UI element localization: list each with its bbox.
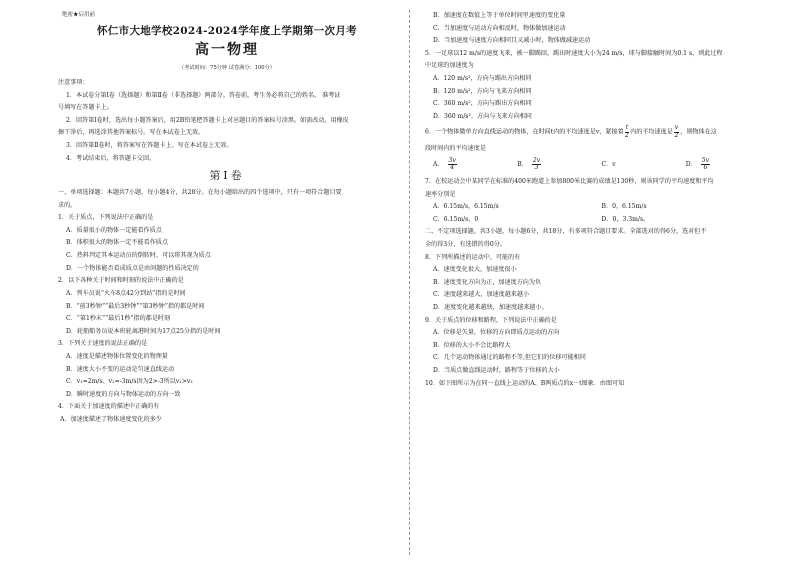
section-heading: 第Ⅰ卷: [209, 169, 245, 183]
question-stem: 3．下列关于速度的说法正确的是: [58, 340, 148, 348]
option-c: C．6.15m/s，0: [433, 215, 479, 223]
option-b: B．速度大小不变的运动是匀速直线运动: [66, 365, 175, 373]
option-c: C．v₁=2m/s、v₂=-3m/s因为2>-3所以v₁>v₂: [66, 378, 193, 386]
question-stem: 4．下面关于加速度的描述中正确的有: [58, 403, 160, 411]
question-stem: 7．在校运动会中某同学在标准的400米跑道上参加800米比赛的成绩是130秒，则该同学的平均速度和平均: [425, 177, 714, 185]
option-a: A．位移是矢量，位移的方向即质点运动的方向: [433, 329, 560, 337]
option-d: D．360 m/s²，方向与飞来方向相同: [433, 112, 532, 120]
fraction-numerator: 2v: [532, 156, 541, 164]
note-line: 1．本试卷分第Ⅰ卷（选择题）和第Ⅱ卷（非选择题）两部分。答卷前，考生务必将自己的姓名、 准考证: [66, 91, 341, 99]
section-instructions: 求的。: [58, 201, 77, 209]
fraction: [625, 125, 629, 139]
question-stem: [425, 125, 770, 139]
fraction-numerator: v: [674, 124, 679, 132]
fraction-denominator: 4: [450, 164, 455, 172]
question-stem: 1．关于质点，下列说法中正确的是: [58, 214, 154, 222]
option-d: D．瞬时速度的方向与物体运动的方向一致: [66, 390, 181, 398]
fraction: [674, 125, 679, 139]
option-a: A．速度变化很大，加速度很小: [433, 266, 517, 274]
option-a: [433, 158, 517, 172]
options-row: [425, 158, 770, 172]
question-2: [58, 277, 396, 335]
right-column: [425, 12, 770, 392]
question-6: [425, 125, 770, 171]
question-stem-cont: 中足球的加速度为: [425, 62, 474, 70]
option-b: B．120 m/s²，方向与飞来方向相同: [433, 87, 532, 95]
question-10: [425, 380, 770, 388]
option-label: D．: [685, 160, 697, 168]
option-c: C．几个运动物体通过的路程不等,但它们的位移可能相同: [433, 354, 586, 362]
section-instructions: 二、不定项选择题。共3小题，每小题6分，共18分，有多项符合题目要求。全部选对的得6分，选对但不: [425, 228, 707, 236]
column-divider: [409, 10, 410, 555]
option-a: A．6.15m/s，6.15m/s: [433, 203, 499, 211]
option-d: D．当加速度与速度方向相同且又减小时，物体做减速运动: [433, 37, 591, 45]
option-c: C．“第1秒末”“最后1秒”指的都是时刻: [66, 315, 171, 323]
question-9: [425, 317, 770, 375]
fraction-numerator: 3v: [448, 156, 456, 164]
fraction-numerator: 5v: [701, 156, 710, 164]
note-line: 擦干净后，再选涂其他答案标号。写在本试卷上无效。: [58, 129, 205, 137]
options-row: [425, 203, 770, 211]
option-a: A．质量很小的物体一定能看作质点: [66, 226, 162, 234]
option-text: C．v: [601, 160, 616, 168]
option-a: A．列车员说“火车8点42分到站”指的是时间: [66, 289, 186, 297]
question-stem: 8．下列所描述的运动中，可能的有: [425, 253, 521, 261]
fraction: [532, 158, 541, 172]
stem-part: 内的平均速度是: [630, 129, 673, 137]
option-c: C．当加速度与运动方向相反时，物体做加速运动: [433, 24, 566, 32]
option-c: C．热料判定其本运动员的倒转时，可以将其视为质点: [66, 252, 211, 260]
option-d: D．一个物体能否看成质点是由问题的性质决定的: [66, 264, 199, 272]
option-c: C．360 m/s²，方向与踢出方向相同: [433, 100, 532, 108]
option-d: D．当质点做直线运动时，路程等于位移的大小: [433, 367, 560, 375]
option-d: D．0，3.3m/s。: [601, 215, 650, 223]
option-b: B．加速度在数值上等于单位时间里速度的变化量: [433, 12, 566, 19]
option-b: B．位移的大小不会比路程大: [433, 341, 511, 349]
exam-title: 怀仁市大地学校2024-2024学年度上学期第一次月考: [97, 24, 357, 37]
option-d: [686, 158, 770, 172]
fraction: [701, 158, 710, 172]
stem-part: 6．一个物体做单方向直线运动的物体，在时间t内的平均速度是v，紧接着: [425, 129, 624, 137]
question-stem-cont: 速率分别是: [425, 190, 456, 198]
option-label: A．: [433, 160, 444, 168]
note-line: 3．回答第Ⅱ卷时，将答案写在答题卡上。写在本试卷上无效。: [66, 142, 233, 150]
question-stem: 2．以下各种关于时间和时刻的说法中正确的是: [58, 277, 184, 285]
question-1: [58, 214, 396, 272]
fraction-denominator: 6: [703, 164, 708, 172]
option-b: B．“前3秒钟”“最后3秒钟”“第3秒钟”指的都是时间: [66, 302, 205, 310]
question-stem-cont: 段时间内的平均速度是: [425, 144, 486, 152]
fraction: [448, 158, 457, 172]
section-instructions: 全的得3分，有选错的得0分。: [425, 240, 506, 248]
option-b: B．0，6.15m/s: [601, 203, 647, 211]
fraction-denominator: 2: [674, 132, 679, 140]
option-b: [517, 158, 601, 172]
question-4: [58, 403, 396, 423]
option-d: D．速度变化越来越快，加速度越来越小。: [433, 304, 548, 311]
notes-heading: 注意事项：: [58, 79, 89, 86]
section-instructions: 一、单项选择题：本题共7小题，每小题4分，共28分。在每小题给出的四个选项中，只有一项符合题目要: [58, 189, 342, 197]
option-c: C．速度越来越大，加速度越来越小: [433, 291, 530, 299]
question-stem: 9．关于质点的位移和路程，下列说法中正确的是: [425, 316, 557, 324]
stem-part: ，则物体在这: [680, 129, 717, 137]
exam-meta: （考试时间：75分钟 试卷满分：100分）: [179, 64, 275, 71]
options-row: [425, 216, 770, 224]
option-b: B．速度变化方向为正，加速度方向为负: [433, 278, 542, 286]
question-3: [58, 340, 396, 398]
option-a: A．120 m/s²，方向与踢出方向相同: [433, 75, 532, 83]
note-line: 号填写在答题卡上。: [58, 104, 113, 112]
note-line: 2．回答第Ⅰ卷时，选出每小题答案后，用2B铅笔把答题卡上对应题目的答案标号涂黑。如需改动，用橡皮: [66, 116, 349, 124]
option-a: A．加速度描述了物体速度变化的多少: [60, 415, 162, 423]
question-8: [425, 254, 770, 312]
question-5: [425, 50, 770, 121]
fraction-numerator: t: [625, 124, 629, 132]
note-line: 4．考试结束后，将答题卡交回。: [66, 154, 156, 162]
fraction-denominator: 2: [624, 132, 629, 140]
option-a: A．速度是描述物体位置变化的物理量: [66, 352, 168, 360]
fraction-denominator: 3: [534, 164, 539, 172]
question-stem: 10．如下图所示为在同一直线上运动的A、B两质点的x－t图象．由图可知: [425, 379, 625, 387]
option-b: B．体积很大的物体一定不能看作质点: [66, 239, 168, 247]
secret-label: 绝密★启用前: [62, 12, 96, 18]
left-column: [58, 12, 396, 429]
option-c: [602, 161, 686, 169]
exam-subject: 高一物理: [195, 42, 259, 58]
question-stem: 5．一足球以12 m/s的速度飞来，被一脚踢回，踢出时速度大小为24 m/s，球与脚接触时间为0.1 s，则此过程: [425, 49, 723, 57]
option-d: D．轮船船务员说本班轮离港时间为17点25分指的是时间: [66, 327, 221, 335]
option-label: B．: [517, 160, 528, 168]
question-7: [425, 178, 770, 223]
